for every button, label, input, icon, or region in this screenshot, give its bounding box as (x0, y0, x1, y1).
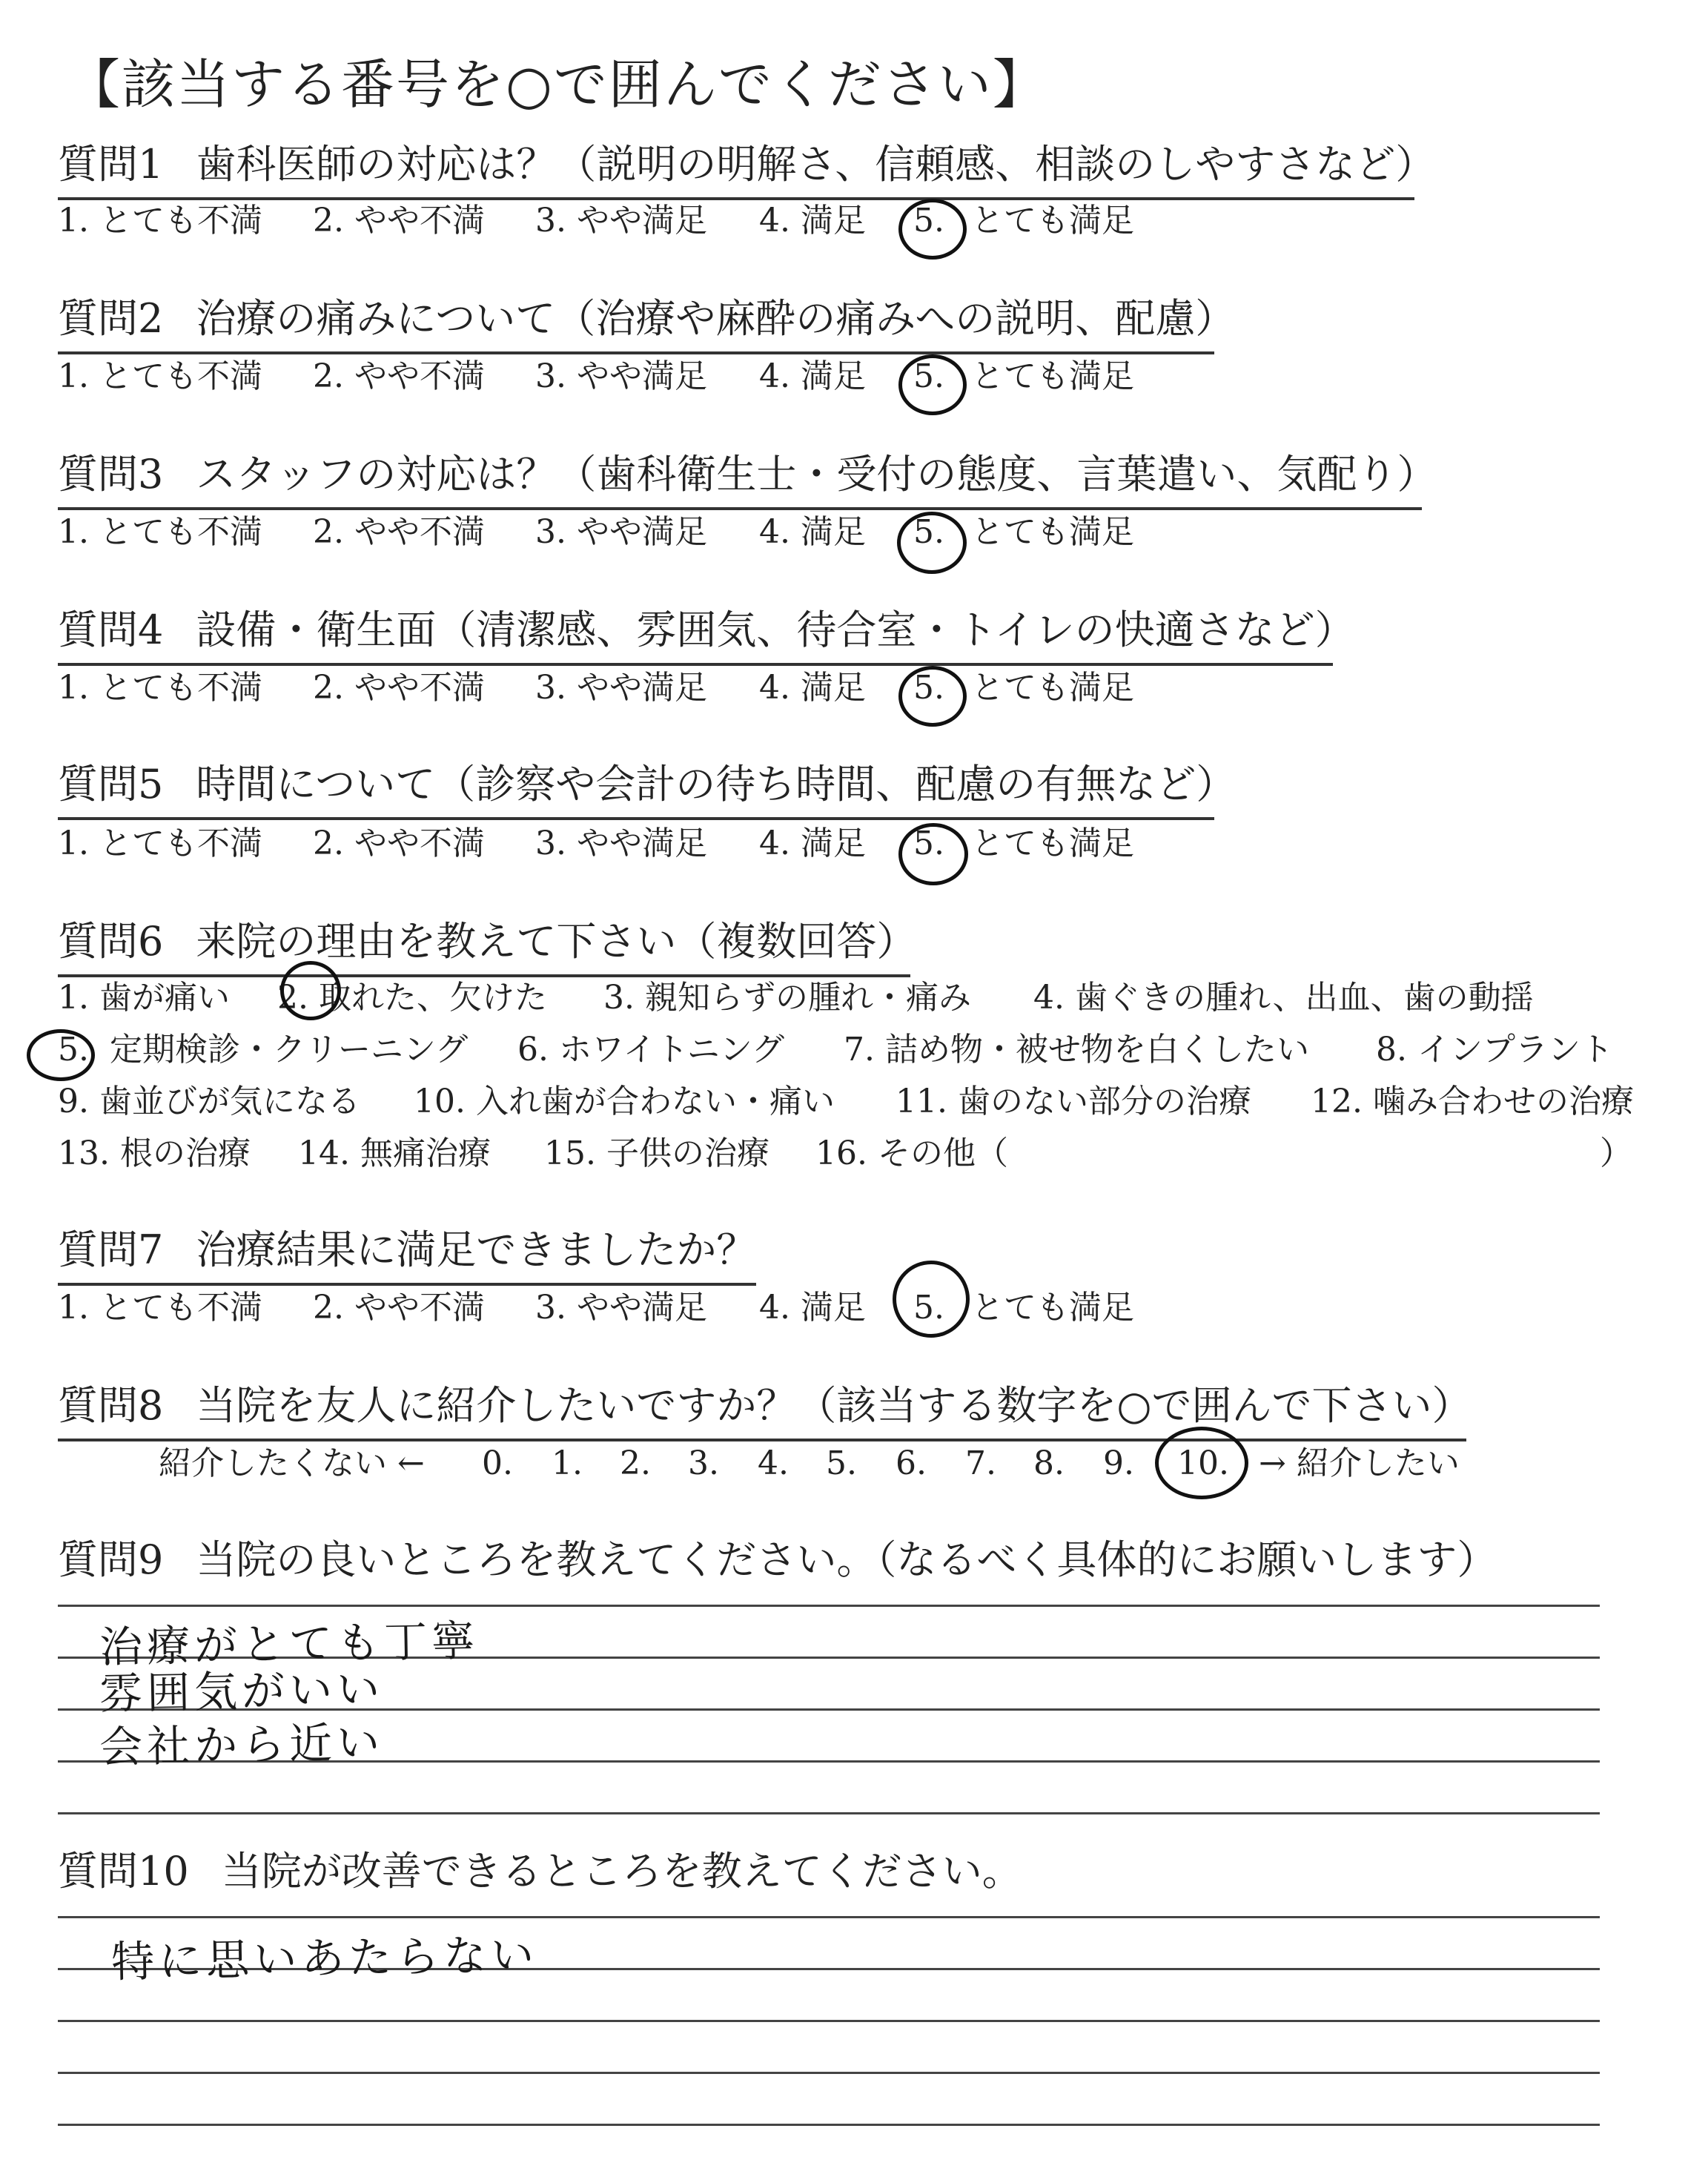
question-number: 質問4 (58, 607, 164, 653)
option-4[interactable]: 4. 満足 (759, 513, 866, 551)
score-2[interactable]: 2. (620, 1444, 651, 1482)
question-number: 質問8 (58, 1382, 164, 1429)
answer-line (58, 1916, 1600, 1918)
question-8-heading (58, 1382, 1472, 1441)
question-4-heading (58, 607, 1355, 666)
question-number: 質問5 (58, 761, 164, 807)
option-5-label: とても満足 (971, 669, 1134, 707)
option-3[interactable]: 3. やや満足 (535, 202, 707, 240)
question-3-heading (58, 451, 1437, 510)
option-1[interactable]: 1. とても不満 (58, 202, 262, 240)
option-1[interactable]: 1. とても不満 (58, 513, 262, 551)
answer-line (58, 2072, 1600, 2074)
option-2[interactable]: 2. やや不満 (313, 357, 485, 395)
page-title: 【該当する番号を○で囲んでください】 (67, 53, 1047, 116)
option-5[interactable]: 5. (913, 1289, 944, 1327)
handwritten-answer: 会社から近い (99, 1717, 385, 1773)
question-6-heading (58, 918, 917, 977)
handwritten-answer: 雰囲気がいい (99, 1663, 385, 1720)
score-5[interactable]: 5. (826, 1444, 857, 1482)
option-5[interactable]: 5. (913, 513, 944, 551)
reason-11[interactable]: 11. 歯のない部分の治療 (896, 1083, 1251, 1120)
question-text: 設備・衛生面（清潔感、雰囲気、待合室・トイレの快適さなど） (196, 607, 1355, 653)
option-4[interactable]: 4. 満足 (759, 202, 866, 240)
reason-5[interactable]: 5. (58, 1031, 89, 1069)
option-3[interactable]: 3. やや満足 (535, 669, 707, 707)
score-10[interactable]: 10. (1177, 1444, 1229, 1482)
question-text: スタッフの対応は？（歯科衛生士・受付の態度、言葉遣い、気配り） (196, 451, 1437, 498)
score-0[interactable]: 0. (482, 1444, 513, 1482)
question-number: 質問10 (58, 1848, 189, 1895)
question-7-heading (58, 1228, 756, 1286)
option-3[interactable]: 3. やや満足 (535, 357, 707, 395)
scale-high-label: → 紹介したい (1259, 1444, 1460, 1482)
question-10-heading (58, 1849, 1244, 1904)
reason-6[interactable]: 6. ホワイトニング (517, 1031, 785, 1069)
score-8[interactable]: 8. (1033, 1444, 1065, 1482)
reason-9[interactable]: 9. 歯並びが気になる (58, 1083, 360, 1120)
question-text: 時間について（診察や会計の待ち時間、配慮の有無など） (196, 761, 1237, 807)
option-5-label: とても満足 (971, 513, 1134, 551)
question-5-heading (58, 761, 1237, 820)
reason-14[interactable]: 14. 無痛治療 (298, 1135, 491, 1172)
reason-4[interactable]: 4. 歯ぐきの腫れ、出血、歯の動揺 (1033, 979, 1534, 1017)
option-1[interactable]: 1. とても不満 (58, 669, 262, 707)
reason-5-label: 定期検診・クリーニング (110, 1031, 469, 1069)
reason-16[interactable]: 16. その他（ (815, 1135, 1008, 1172)
score-7[interactable]: 7. (965, 1444, 996, 1482)
option-1[interactable]: 1. とても不満 (58, 357, 262, 395)
scale-low-label: 紹介したくない ← (159, 1444, 425, 1482)
reason-7[interactable]: 7. 詰め物・被せ物を白くしたい (844, 1031, 1309, 1069)
question-9-heading (58, 1538, 1496, 1593)
question-number: 質問1 (58, 141, 164, 188)
option-5[interactable]: 5. (913, 357, 944, 395)
reason-8[interactable]: 8. インプラント (1376, 1031, 1613, 1069)
option-5-label: とても満足 (971, 825, 1134, 862)
option-5-label: とても満足 (971, 1289, 1134, 1327)
question-text: 当院を友人に紹介したいですか？（該当する数字を○で囲んで下さい） (196, 1382, 1472, 1429)
option-4[interactable]: 4. 満足 (759, 357, 866, 395)
option-5[interactable]: 5. (913, 202, 944, 240)
reason-1[interactable]: 1. 歯が痛い (58, 979, 230, 1017)
handwritten-answer: 治療がとても丁寧 (99, 1615, 480, 1673)
reason-13[interactable]: 13. 根の治療 (58, 1135, 251, 1172)
score-4[interactable]: 4. (758, 1444, 789, 1482)
option-2[interactable]: 2. やや不満 (313, 1289, 485, 1327)
question-text: 治療結果に満足できましたか？ (196, 1226, 757, 1273)
option-1[interactable]: 1. とても不満 (58, 825, 262, 862)
option-2[interactable]: 2. やや不満 (313, 202, 485, 240)
score-3[interactable]: 3. (688, 1444, 719, 1482)
question-number: 質問6 (58, 918, 164, 965)
question-2-heading (58, 295, 1236, 354)
handwritten-answer: 特に思いあたらない (110, 1929, 539, 1988)
option-4[interactable]: 4. 満足 (759, 1289, 866, 1327)
option-2[interactable]: 2. やや不満 (313, 825, 485, 862)
reason-12[interactable]: 12. 噛み合わせの治療 (1311, 1083, 1634, 1120)
question-number: 質問3 (58, 451, 164, 498)
option-4[interactable]: 4. 満足 (759, 825, 866, 862)
score-6[interactable]: 6. (896, 1444, 927, 1482)
question-number: 質問2 (58, 295, 164, 342)
answer-line (58, 1605, 1600, 1607)
answer-line (58, 2124, 1600, 2126)
question-text: 当院の良いところを教えてください。（なるべく具体的にお願いします） (196, 1536, 1497, 1583)
score-1[interactable]: 1. (552, 1444, 583, 1482)
answer-line (58, 1812, 1600, 1814)
answer-line (58, 2020, 1600, 2022)
score-9[interactable]: 9. (1103, 1444, 1134, 1482)
question-number: 質問9 (58, 1536, 164, 1583)
reason-10[interactable]: 10. 入れ歯が合わない・痛い (414, 1083, 835, 1120)
option-1[interactable]: 1. とても不満 (58, 1289, 262, 1327)
reason-3[interactable]: 3. 親知らずの腫れ・痛み (603, 979, 971, 1017)
option-2[interactable]: 2. やや不満 (313, 513, 485, 551)
question-text: 歯科医師の対応は？（説明の明解さ、信頼感、相談のしやすさなど） (196, 141, 1436, 188)
option-2[interactable]: 2. やや不満 (313, 669, 485, 707)
question-1-heading (58, 141, 1436, 200)
question-number: 質問7 (58, 1226, 164, 1273)
option-5[interactable]: 5. (913, 669, 944, 707)
question-text: 当院が改善できるところを教えてください。 (221, 1848, 1022, 1895)
reason-2[interactable]: 2. 取れた、欠けた (277, 979, 547, 1017)
option-5-label: とても満足 (971, 202, 1134, 240)
option-4[interactable]: 4. 満足 (759, 669, 866, 707)
option-5[interactable]: 5. (913, 825, 944, 862)
question-text: 治療の痛みについて（治療や麻酔の痛みへの説明、配慮） (196, 295, 1236, 342)
option-3[interactable]: 3. やや満足 (535, 825, 707, 862)
reason-15[interactable]: 15. 子供の治療 (544, 1135, 769, 1172)
option-3[interactable]: 3. やや満足 (535, 1289, 707, 1327)
option-5-label: とても満足 (971, 357, 1134, 395)
question-text: 来院の理由を教えて下さい（複数回答） (196, 918, 917, 965)
option-3[interactable]: 3. やや満足 (535, 513, 707, 551)
reason-16-close: ） (1600, 1135, 1632, 1172)
